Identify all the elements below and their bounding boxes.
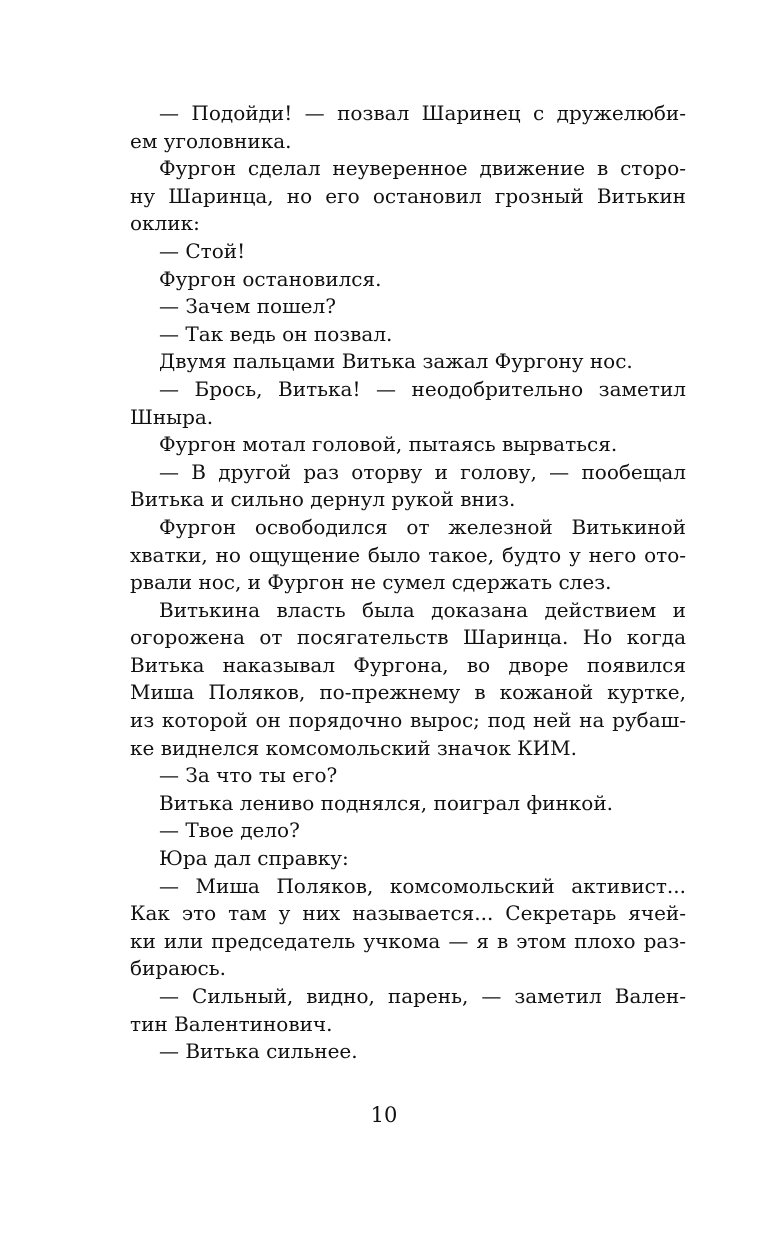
text-line: — В другой раз оторву и голову, — пообещал [159,459,686,484]
text-line: Фургон освободился от железной Витькиной [159,514,686,539]
text-line: Миша Поляков, по-прежнему в кожаной куртке, [130,680,686,705]
text-line: тин Валентинович. [130,1011,333,1036]
text-line: Двумя пальцами Витька зажал Фургону нос. [159,349,633,374]
text-line: — Стой! [159,238,246,263]
text-line: — Твое дело? [159,818,300,843]
text-line: — Сильный, видно, парень, — заметил Вален- [159,984,686,1008]
text-line: ки или председатель учкома — я в этом плохо раз- [130,928,686,953]
text-line: хватки, но ощущение было такое, будто у него ото- [130,542,686,567]
text-line: — За что ты его? [159,763,338,788]
text-line: Фургон сделал неуверенное движение в сторо- [159,156,686,181]
text-line: Витька и сильно дернул рукой вниз. [130,487,516,512]
text-line: Витькина власть была доказана действием и [159,597,686,622]
text-line: ем уголовника. [130,128,292,153]
text-line: — Брось, Витька! — неодобрительно заметил [159,376,686,401]
text-line: Фургон остановился. [159,266,382,291]
text-line: Шныра. [130,404,214,429]
text-line: из которой он порядочно вырос; под ней на рубаш- [130,708,686,733]
text-line: — Так ведь он позвал. [159,321,393,346]
text-line: Как это там у них называется... Секретарь ячей- [130,901,686,926]
text-line: рвали нос, и Фургон не сумел сдержать слез. [130,570,612,595]
text-line: — Подойди! — позвал Шаринец с дружелюби- [159,101,686,125]
page-number: 10 [370,1103,398,1127]
text-line: — Витька сильнее. [159,1039,358,1064]
text-line: ке виднелся комсомольский значок КИМ. [130,735,577,760]
text-line: огорожена от посягательств Шаринца. Но когда [130,625,686,650]
body-text [130,100,686,1066]
text-line: — Миша Поляков, комсомольский активист... [159,873,686,898]
text-line: Юра дал справку: [159,846,349,871]
text-line: Фургон мотал головой, пытаясь вырваться. [159,432,618,457]
text-line: бираюсь. [130,956,226,981]
text-line: оклик: [130,211,200,236]
text-line: ну Шаринца, но его остановил грозный Витькин [130,183,686,208]
text-line: Витька лениво поднялся, поиграл финкой. [159,790,614,815]
text-line: — Зачем пошел? [159,294,336,319]
text-line: Витька наказывал Фургона, во дворе появился [130,652,686,677]
